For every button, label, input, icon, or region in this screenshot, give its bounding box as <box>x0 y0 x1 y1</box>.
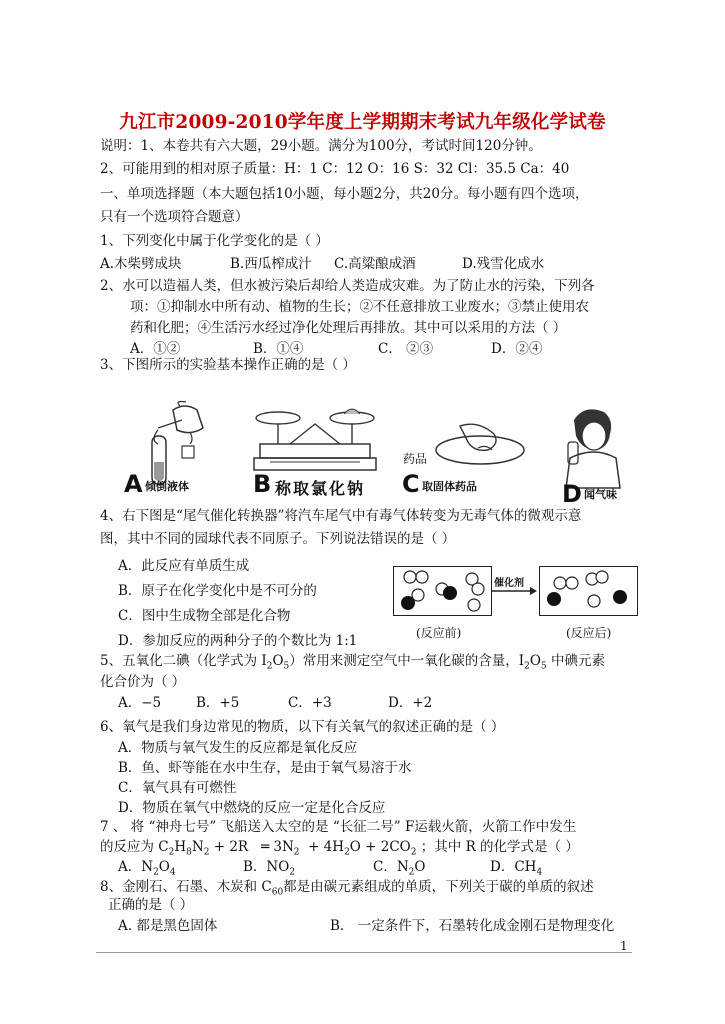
fig-b-caption: 称取氯化钠 <box>275 479 366 498</box>
q6-stem: 6、氧气是我们身边常见的物质，以下有关氧气的叙述正确的是（ ） <box>100 719 505 735</box>
q7-line1: 7 、 将 “神舟七号” 飞船送入太空的是 “长征二号” F运载火箭，火箭工作中发生 <box>100 819 577 835</box>
fig-b-letter: B <box>253 470 272 498</box>
q8-option-a: A. 都是黑色固体 <box>118 918 218 934</box>
q5-options <box>118 694 432 712</box>
fig-a-caption: 倾倒液体 <box>145 480 189 493</box>
q7-reaction-post: ；其中 R 的化学式是（ ） <box>420 839 579 855</box>
q2-option-d: D．②④ <box>491 341 543 357</box>
q8-text-a: 8、金刚石、石墨、木炭和 C <box>100 879 272 895</box>
molecules-after <box>540 567 637 615</box>
q7-option-c: C．$N_2O$ <box>373 859 426 878</box>
note-2: 2、可能用到的相对原子质量：H：1 C：12 O：16 S：32 Cl：35.5 Ca：40 <box>100 161 570 177</box>
q1-option-d: D.残雪化成水 <box>462 256 545 272</box>
q2-option-b: B．①④ <box>253 341 304 357</box>
q7-line2: 的反应为 $C_2H_8N_2 + 2R$ ═ $3N_2 + 4H_2O + 2CO_2$ ；其中 R 的化学式是（ ） <box>100 839 579 858</box>
fig-d-caption: 闻气味 <box>584 488 617 501</box>
q1-stem: 1、下列变化中属于化学变化的是（ ） <box>100 233 329 249</box>
q4-option-b: B．原子在化学变化中是不可分的 <box>118 583 317 599</box>
q7-option-d: D．$CH_4$ <box>490 859 543 878</box>
section-heading: 一、单项选择题（本大题包括10小题，每小题2分，共20分。每小题有四个选项， <box>100 186 589 202</box>
figure-balance <box>250 400 380 480</box>
q5-sub-a: 2 <box>266 661 273 672</box>
q5-option-d: D．+2 <box>388 695 433 711</box>
q8-text-b: 都是由碳元素组成的单质，下列关于碳的单质的叙述 <box>283 879 594 895</box>
q5-sub-c: 2 <box>524 661 530 672</box>
footer-divider <box>96 952 632 953</box>
fig-c-caption: 取固体药品 <box>422 480 477 493</box>
q4-option-d: D．参加反应的两种分子的个数比为 1:1 <box>118 633 358 649</box>
q7-option-b: B．$NO_2$ <box>243 859 296 878</box>
q1-option-c: C.高粱酿成酒 <box>334 256 416 272</box>
q8-sub: 60 <box>271 887 284 898</box>
fig-c-tag: 药品 <box>403 452 428 466</box>
q6-option-b: B．鱼、虾等能在水中生存，是由于氧气易溶于水 <box>118 760 412 776</box>
q2-line1: 2、水可以造福人类，但水被污染后却给人类造成灾难。为了防止水的污染，下列各 <box>100 278 595 294</box>
q6-option-d: D．物质在氧气中燃烧的反应一定是化合反应 <box>118 800 386 816</box>
reaction-after-box <box>539 566 638 616</box>
q5-line2: 化合价为（ ） <box>100 674 186 690</box>
q5-option-c: C．+3 <box>288 695 332 711</box>
fig-c-letter: C <box>402 470 420 498</box>
molecules-before <box>394 567 491 615</box>
q5-text-e: 中碘元素 <box>546 653 605 669</box>
q5-sub-b: 5 <box>283 661 290 672</box>
q5-text-c: ）常用来测定空气中一氧化碳的含量，I <box>289 653 525 669</box>
fig-a-letter: A <box>124 470 143 498</box>
q4-option-c: C．图中生成物全部是化合物 <box>118 608 291 624</box>
q7-reaction-pre: 的反应为 C <box>100 839 169 855</box>
q5-text-d: O <box>529 653 541 669</box>
q2-line3: 药和化肥；④生活污水经过净化处理后再排放。其中可以采用的方法（ ） <box>130 320 567 336</box>
q5-text-a: 5、五氧化二碘（化学式为 I <box>100 653 267 669</box>
q3-stem: 3、下图所示的实验基本操作正确的是（ ） <box>100 357 356 373</box>
q5-option-b: B．+5 <box>196 695 240 711</box>
q8-option-b: B． 一定条件下，石墨转化成金刚石是物理变化 <box>330 918 615 934</box>
q5-sub-d: 5 <box>540 661 547 672</box>
fig-d-letter: D <box>562 480 582 508</box>
q1-option-a: A.木柴劈成块 <box>100 256 182 272</box>
section-heading-cont: 只有一个选项符合题意） <box>100 209 249 225</box>
q7-option-a: A．$N_2O_4$ <box>118 859 176 878</box>
catalyst-label: 催化剂 <box>494 578 524 589</box>
q4-line1: 4、右下图是“尾气催化转换器”将汽车尾气中有毒气体转变为无毒气体的微观示意 <box>100 508 582 524</box>
q4-option-a: A．此反应有单质生成 <box>118 558 250 574</box>
q1-option-b: B.西瓜榨成汁 <box>230 256 312 272</box>
q8-line2: 正确的是（ ） <box>108 897 194 913</box>
q2-option-c: C． ②③ <box>378 341 434 357</box>
figure-taking-solid <box>420 420 530 475</box>
reaction-arrow-icon <box>492 586 538 596</box>
q5-option-a: A．−5 <box>118 695 162 711</box>
exam-title: 九江市2009-2010学年度上学期期末考试九年级化学试卷 <box>119 112 606 133</box>
q2-option-a: A．①② <box>130 341 181 357</box>
before-label: (反应前) <box>416 626 462 640</box>
after-label: (反应后) <box>566 626 612 640</box>
page-number: 1 <box>620 939 628 953</box>
q6-option-a: A．物质与氧气发生的反应都是氧化反应 <box>118 740 358 756</box>
q6-option-c: C．氧气具有可燃性 <box>118 780 237 796</box>
q4-line2: 图，其中不同的园球代表不同原子。下列说法错误的是（ ） <box>100 531 456 547</box>
q2-line2: 项：①抑制水中所有动、植物的生长；②不任意排放工业废水；③禁止使用农 <box>130 299 589 315</box>
q5-text-b: O <box>272 653 284 669</box>
figure-smelling <box>560 402 630 490</box>
q1-options <box>100 255 544 273</box>
note-1: 说明：1、本卷共有六大题，29小题。满分为100分，考试时间120分钟。 <box>100 138 542 154</box>
reaction-before-box <box>393 566 492 616</box>
